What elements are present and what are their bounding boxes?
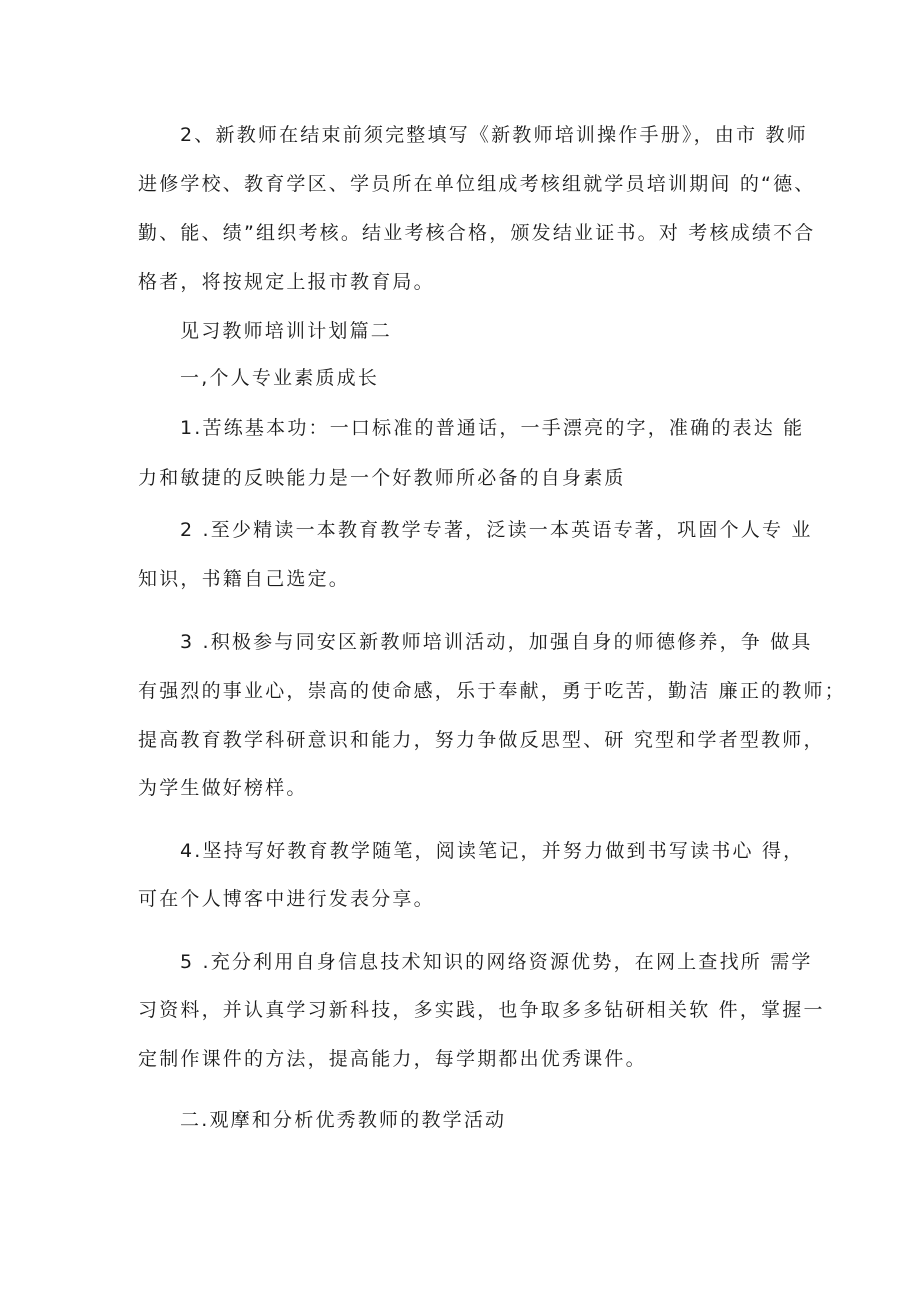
heading-one: 一,个人专业素质成长 bbox=[180, 367, 380, 389]
list-item-line: 提高教育教学科研意识和能力，努力争做反思型、研 究型和学者型教师， bbox=[138, 729, 825, 751]
list-item-line: 为学生做好榜样。 bbox=[138, 777, 308, 799]
list-item-line: 知识，书籍自己选定。 bbox=[138, 568, 351, 590]
paragraph-line: 进修学校、教育学区、学员所在单位组成考核组就学员培训期间 的“德、 bbox=[138, 173, 816, 195]
list-item-line: 3 .积极参与同安区新教师培训活动，加强自身的师德修养，争 做具 bbox=[180, 631, 813, 653]
section-title: 见习教师培训计划篇二 bbox=[180, 320, 393, 342]
list-item-line: 5 .充分利用自身信息技术知识的网络资源优势，在网上查找所 需学 bbox=[180, 951, 813, 973]
list-item-line: 定制作课件的方法，提高能力，每学期都出优秀课件。 bbox=[138, 1048, 647, 1070]
list-item-line: 力和敏捷的反映能力是一个好教师所必备的自身素质 bbox=[138, 467, 626, 489]
list-item-line: 可在个人博客中进行发表分享。 bbox=[138, 888, 435, 910]
list-item-line: 2 .至少精读一本教育教学专著，泛读一本英语专著，巩固个人专 业 bbox=[180, 519, 813, 541]
list-item-line: 习资料，并认真学习新科技，多实践，也争取多多钻研相关软 件，掌握一 bbox=[138, 999, 825, 1021]
list-item-line: 有强烈的事业心，崇高的使命感，乐于奉献，勇于吃苦，勤洁 廉正的教师； bbox=[138, 680, 846, 702]
heading-two: 二.观摩和分析优秀教师的教学活动 bbox=[180, 1109, 507, 1131]
list-item-line: 1.苦练基本功：一口标准的普通话，一手漂亮的字，准确的表达 能 bbox=[180, 417, 805, 439]
list-item-line: 4.坚持写好教育教学随笔，阅读笔记，并努力做到书写读书心 得， bbox=[180, 840, 805, 862]
paragraph-line: 2、新教师在结束前须完整填写《新教师培训操作手册》，由市 教师 bbox=[180, 124, 808, 146]
paragraph-line: 格者，将按规定上报市教育局。 bbox=[138, 271, 435, 293]
paragraph-line: 勤、能、绩”组织考核。结业考核合格，颁发结业证书。对 考核成绩不合 bbox=[138, 222, 816, 244]
